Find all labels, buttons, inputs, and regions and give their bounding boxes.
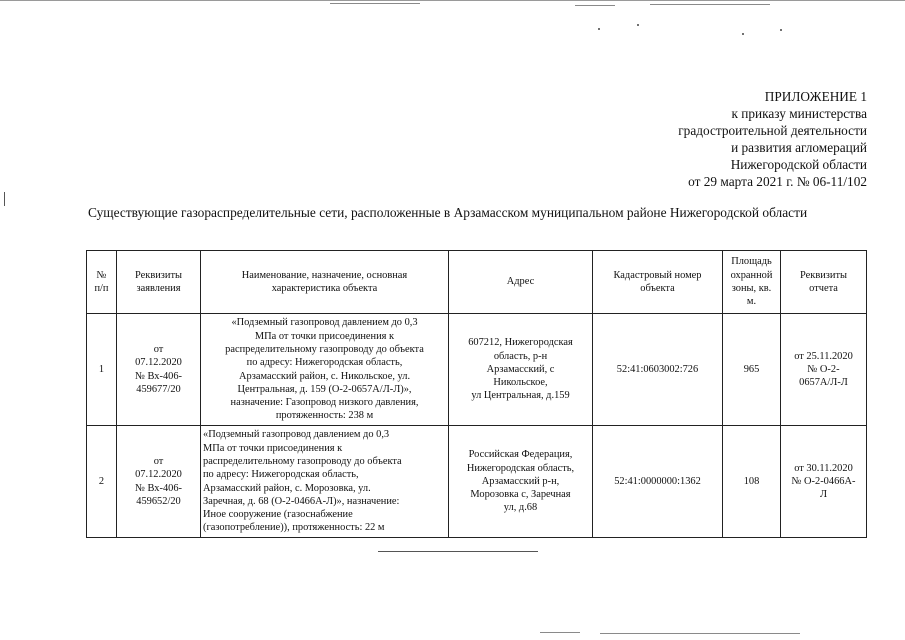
table-row	[87, 314, 867, 426]
scan-mark-left	[4, 192, 5, 206]
scan-mark	[575, 5, 615, 6]
cell-characteristic: «Подземный газопровод давлением до 0,3 МПа от точки присоединения к распределительному газопроводу до объекта по адресу: Нижегородская область, Арзамасский район, с. Морозовка, ул. Заречная, д. 68 (О-2-0466А-Л)», назначение: Иное сооружение (газоснабжение (газопотребление)), протяженность: 22 м	[201, 426, 449, 538]
appendix-line: Нижегородской области	[730, 157, 867, 172]
cell-area: 965	[723, 314, 781, 426]
cell-characteristic: «Подземный газопровод давлением до 0,3 МПа от точки присоединения к распределительному газопроводу до объекта по адресу: Нижегородская область, Арзамасский район, с. Никольское, ул. Центральная, д. 159 (О-2-0657А/Л-Л)», назначение: Газопровод низкого давления, протяженность: 238 м	[201, 314, 449, 426]
scan-dot	[637, 24, 639, 26]
gas-networks-table	[86, 250, 867, 538]
scan-dot	[742, 33, 744, 35]
cell-number: 1	[87, 314, 117, 426]
table-header-row	[87, 251, 867, 314]
scan-dot	[598, 28, 600, 30]
scan-dot	[780, 29, 782, 31]
scan-mark	[600, 633, 800, 634]
bottom-rule	[378, 551, 538, 552]
cell-request: от 07.12.2020 № Вх-406- 459677/20	[117, 314, 201, 426]
col-header-request: Реквизиты заявления	[117, 251, 201, 314]
appendix-order-date: от 29 марта 2021 г. № 06-11/102	[688, 174, 867, 189]
table-row	[87, 426, 867, 538]
cell-number: 2	[87, 426, 117, 538]
appendix-header	[678, 88, 867, 190]
cell-address: Российская Федерация, Нижегородская область, Арзамасский р-н, Морозовка с, Заречная ул, д.68	[449, 426, 593, 538]
cell-request: от 07.12.2020 № Вх-406- 459652/20	[117, 426, 201, 538]
scan-mark	[330, 3, 420, 4]
cell-cadastral: 52:41:0000000:1362	[593, 426, 723, 538]
col-header-area: Площадь охранной зоны, кв. м.	[723, 251, 781, 314]
appendix-line: и развития агломераций	[731, 140, 867, 155]
appendix-line: к приказу министерства	[731, 106, 867, 121]
col-header-report: Реквизиты отчета	[781, 251, 867, 314]
scan-mark	[650, 4, 770, 5]
col-header-address: Адрес	[449, 251, 593, 314]
document-title: Существующие газораспределительные сети, расположенные в Арзамасском муниципальном районе Нижегородской области	[88, 205, 808, 220]
col-header-number: № п/п	[87, 251, 117, 314]
appendix-title: ПРИЛОЖЕНИЕ 1	[764, 89, 867, 104]
cell-report: от 25.11.2020 № О-2- 0657А/Л-Л	[781, 314, 867, 426]
scan-mark	[540, 632, 580, 633]
scan-edge-top	[0, 0, 905, 1]
cell-area: 108	[723, 426, 781, 538]
cell-report: от 30.11.2020 № О-2-0466А- Л	[781, 426, 867, 538]
col-header-cadastral: Кадастровый номер объекта	[593, 251, 723, 314]
cell-address: 607212, Нижегородская область, р-н Арзамасский, с Никольское, ул Центральная, д.159	[449, 314, 593, 426]
col-header-characteristic: Наименование, назначение, основная характеристика объекта	[201, 251, 449, 314]
cell-cadastral: 52:41:0603002:726	[593, 314, 723, 426]
appendix-line: градостроительной деятельности	[678, 123, 867, 138]
